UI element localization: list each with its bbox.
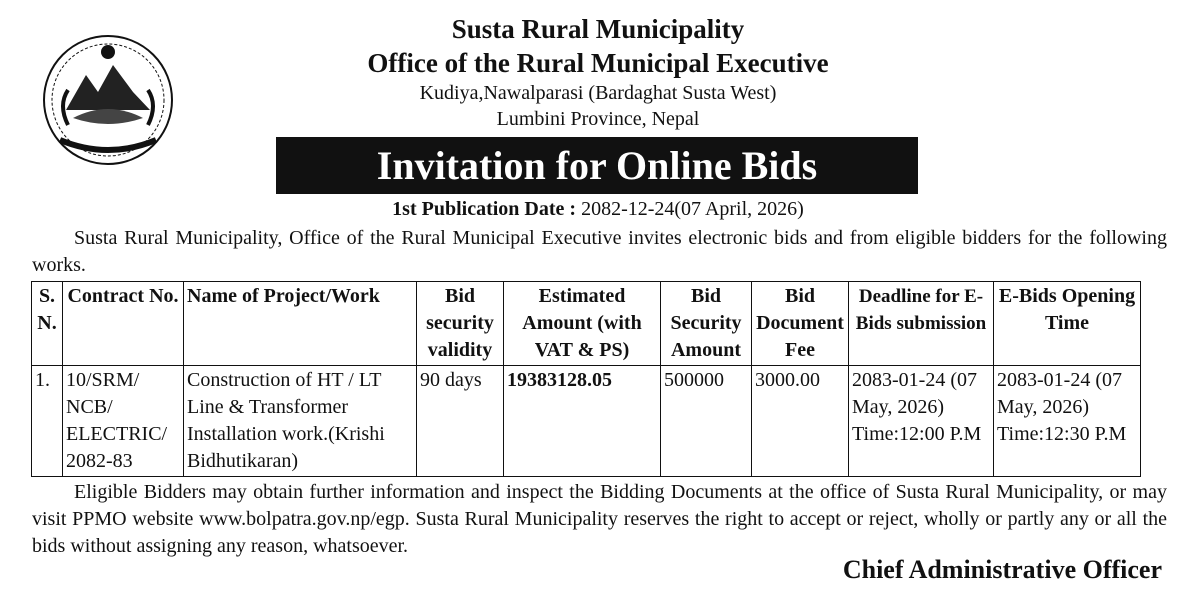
cell-deadline: 2083-01-24 (07 May, 2026) Time:12:00 P.M (849, 366, 994, 477)
cell-document-fee: 3000.00 (752, 366, 849, 477)
table-header-row (32, 282, 1141, 366)
municipality-name: Susta Rural Municipality (451, 14, 745, 44)
cell-contract-no: 10/SRM/ NCB/ ELECTRIC/ 2082-83 (63, 366, 184, 477)
col-project-name: Name of Project/Work (184, 282, 417, 366)
col-contract-no: Contract No. (63, 282, 184, 366)
cell-estimated-amount: 19383128.05 (504, 366, 661, 477)
cell-opening-time: 2083-01-24 (07 May, 2026) Time:12:30 P.M (994, 366, 1141, 477)
office-name: Office of the Rural Municipal Executive (367, 48, 829, 78)
address-line: Kudiya,Nawalparasi (Bardaghat Susta West) (419, 82, 777, 104)
intro-paragraph: Susta Rural Municipality, Office of the Rural Municipal Executive invites electronic bids and from eligible bidders for the following works. (32, 227, 1167, 276)
publication-date (0, 198, 1196, 221)
col-sn: S. N. (32, 282, 63, 366)
publication-date-value: 2082-12-24(07 April, 2026) (576, 198, 804, 220)
table-row (32, 366, 1141, 477)
publication-date-label: 1st Publication Date : (392, 198, 577, 220)
notice-title: Invitation for Online Bids (276, 137, 918, 194)
footer-paragraph: Eligible Bidders may obtain further information and inspect the Bidding Documents at the office of Susta Rural Municipality, or may visit PPMO website www.bolpatra.gov.np/egp. Susta Rural Municipality reserves the right to accept or reject, wholly or partly any or all the bids without assigning any reason, whatsoever. (32, 481, 1167, 557)
col-bid-security: Bid Security Amount (661, 282, 752, 366)
cell-sn: 1. (32, 366, 63, 477)
col-estimated-amount: Estimated Amount (with VAT & PS) (504, 282, 661, 366)
cell-validity: 90 days (417, 366, 504, 477)
province-line: Lumbini Province, Nepal (496, 108, 700, 130)
cell-project-name: Construction of HT / LT Line & Transformer Installation work.(Krishi Bidhutikaran) (184, 366, 417, 477)
bids-table (31, 281, 1141, 477)
col-opening-time: E-Bids Opening Time (994, 282, 1141, 366)
col-document-fee: Bid Document Fee (752, 282, 849, 366)
cell-bid-security: 500000 (661, 366, 752, 477)
col-bid-validity: Bid security validity (417, 282, 504, 366)
signatory: Chief Administrative Officer (842, 555, 1162, 584)
col-deadline: Deadline for E-Bids submission (849, 282, 994, 366)
